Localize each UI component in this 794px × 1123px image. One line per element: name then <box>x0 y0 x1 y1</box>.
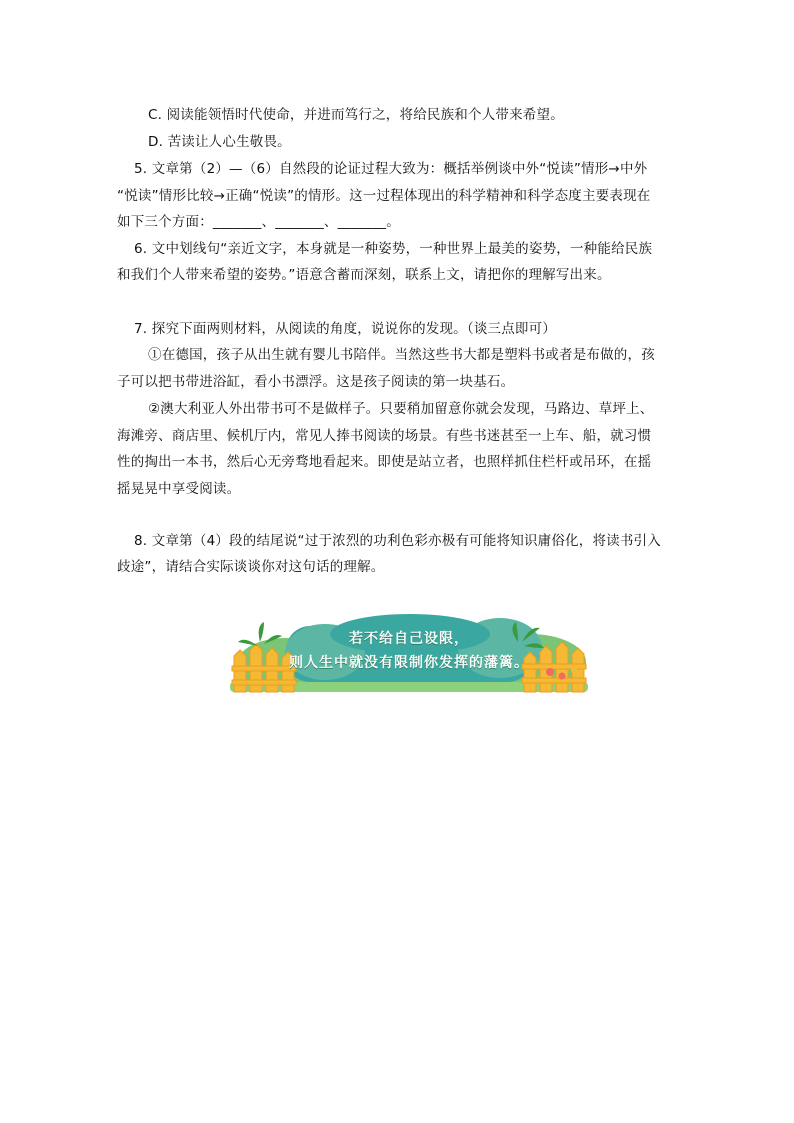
q4-option-c: C. 阅读能领悟时代使命，并进而笃行之，将给民族和个人带来希望。 <box>148 107 564 123</box>
q7-material-2-line-4: 摇晃晃中享受阅读。 <box>117 481 241 497</box>
q5-line-3: 如下三个方面：_______、_______、_______。 <box>117 214 400 230</box>
motto-banner <box>230 612 588 694</box>
q7-material-1-line-1: ①在德国，孩子从出生就有婴儿书陪伴。当然这些书大都是塑料书或者是布做的，孩 <box>148 347 655 363</box>
q5-line-1: 5. 文章第（2）—（6）自然段的论证过程大致为：概括举例谈中外“悦读”情形→中外 <box>134 161 648 177</box>
q8-line-1: 8. 文章第（4）段的结尾说“过于浓烈的功利色彩亦极有可能将知识庸俗化，将读书引入 <box>134 533 661 549</box>
flower-2 <box>559 673 566 680</box>
q8-line-2: 歧途”，请结合实际谈谈你对这句话的理解。 <box>117 559 385 575</box>
q7-material-2-line-2: 海滩旁、商店里、候机厅内，常见人捧书阅读的场景。有些书迷甚至一上车、船，就习惯 <box>117 428 652 444</box>
q7-prompt: 7. 探究下面两则材料，从阅读的角度，说说你的发现。（谈三点即可） <box>134 321 557 337</box>
q6-line-1: 6. 文中划线句“亲近文字，本身就是一种姿势，一种世界上最美的姿势，一种能给民族 <box>134 241 653 257</box>
q7-material-2-line-3: 性的掏出一本书，然后心无旁骛地看起来。即使是站立者，也照样抓住栏杆或吊环，在摇 <box>117 454 652 470</box>
q6-line-2: 和我们个人带来希望的姿势。”语意含蓄而深刻，联系上文，请把你的理解写出来。 <box>117 267 611 283</box>
q5-line-2: “悦读”情形比较→正确“悦读”的情形。这一过程体现出的科学精神和科学态度主要表现在 <box>117 188 651 204</box>
q7-material-1-line-2: 子可以把书带进浴缸，看小书漂浮。这是孩子阅读的第一块基石。 <box>117 374 515 390</box>
banner-line-2: 则人生中就没有限制你发挥的藩篱。 <box>289 655 529 671</box>
q4-option-d: D. 苦读让人心生敬畏。 <box>148 134 291 150</box>
banner-line-1: 若不给自己设限， <box>349 631 469 647</box>
q7-material-2-line-1: ②澳大利亚人外出带书可不是做样子。只要稍加留意你就会发现，马路边、草坪上、 <box>148 401 654 417</box>
